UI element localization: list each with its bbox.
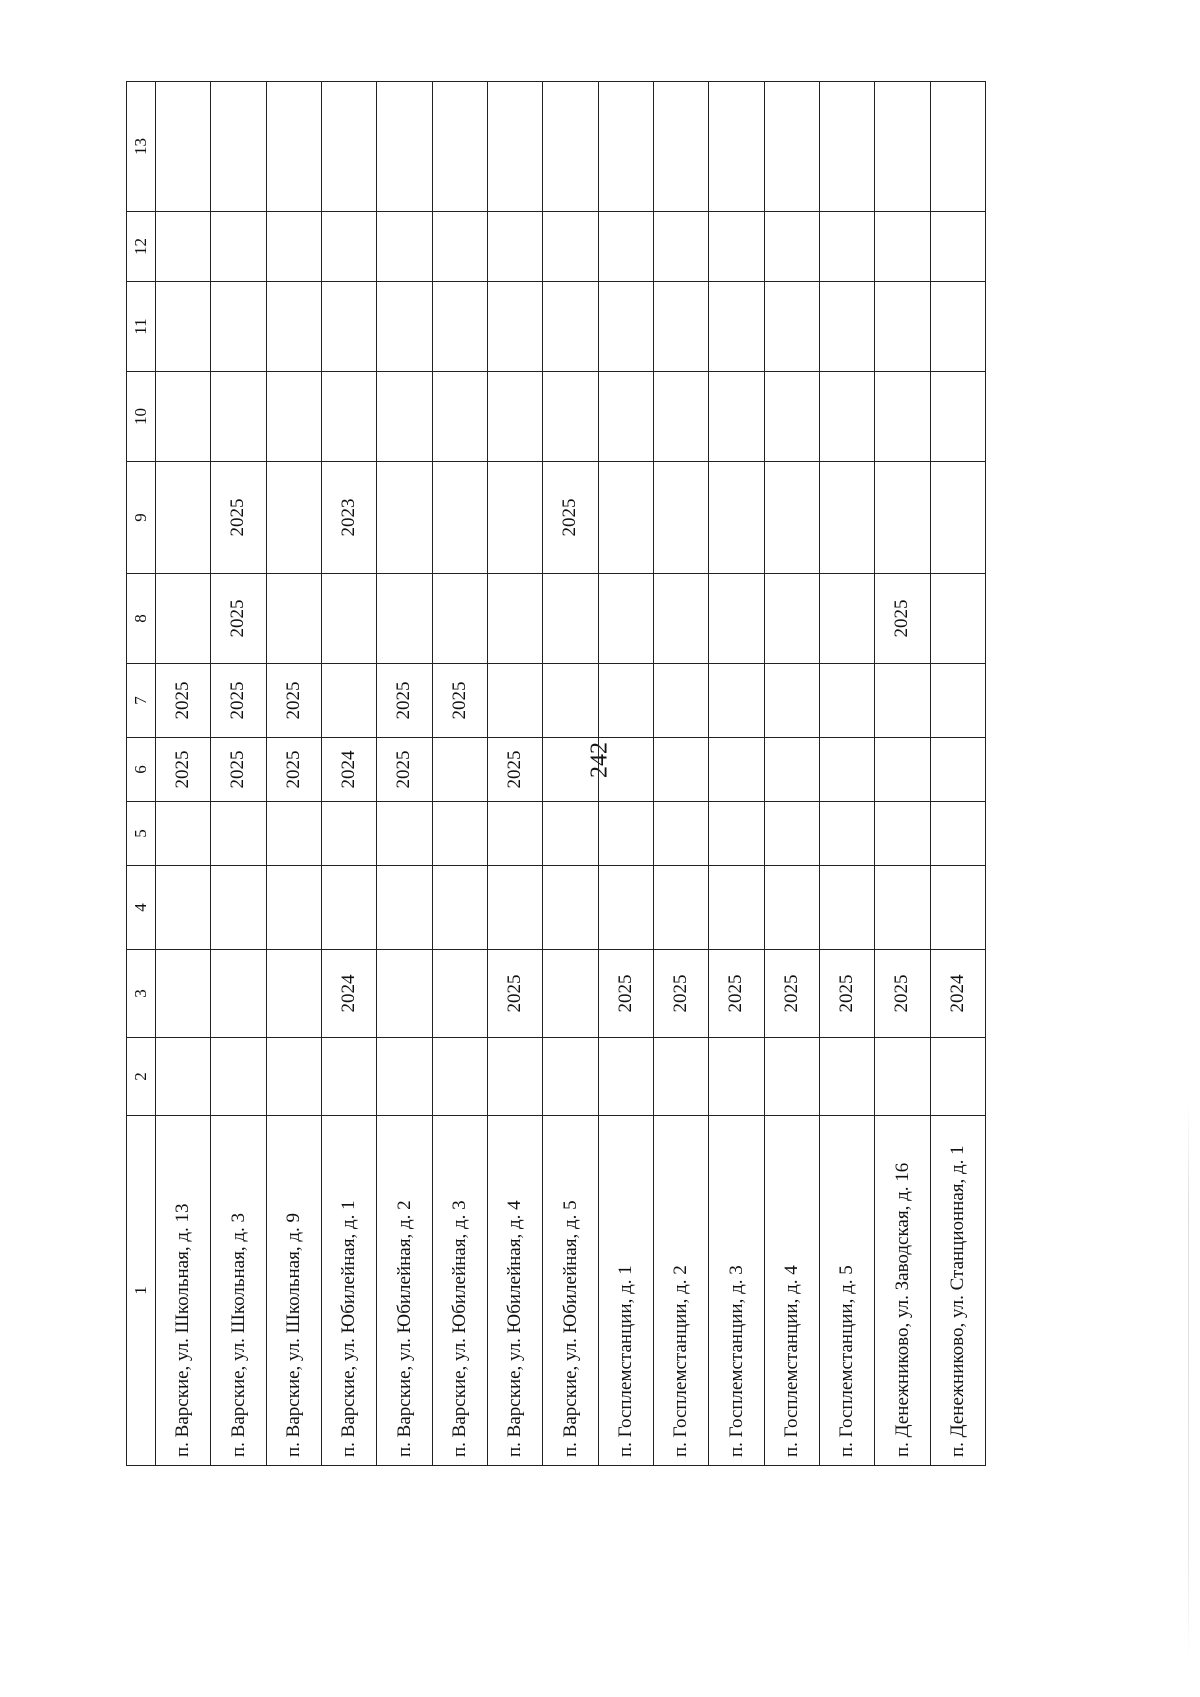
column-number-header: 1 xyxy=(127,1116,156,1466)
year-cell: 2023 xyxy=(321,462,376,574)
year-cell xyxy=(598,372,653,462)
year-cell xyxy=(875,462,930,574)
year-cell xyxy=(543,866,598,950)
year-cell xyxy=(930,664,985,738)
year-cell xyxy=(432,950,487,1038)
year-cell xyxy=(266,574,321,664)
year-cell xyxy=(875,372,930,462)
year-cell xyxy=(709,82,764,212)
year-cell xyxy=(819,82,874,212)
year-cell xyxy=(156,82,211,212)
address-cell: п. Варские, ул. Юбилейная, д. 3 xyxy=(432,1116,487,1466)
column-number-header: 5 xyxy=(127,802,156,866)
year-cell xyxy=(598,664,653,738)
year-cell xyxy=(930,574,985,664)
column-number-header: 12 xyxy=(127,212,156,282)
year-cell xyxy=(266,866,321,950)
year-cell xyxy=(156,282,211,372)
table-row xyxy=(211,82,266,1466)
year-cell xyxy=(875,866,930,950)
year-cell xyxy=(487,82,542,212)
year-cell xyxy=(875,282,930,372)
column-number-row xyxy=(127,82,156,1466)
year-cell xyxy=(930,462,985,574)
year-cell: 2025 xyxy=(266,738,321,802)
year-cell xyxy=(930,282,985,372)
year-cell xyxy=(432,282,487,372)
year-cell xyxy=(875,802,930,866)
year-cell xyxy=(764,866,819,950)
table-row xyxy=(487,82,542,1466)
year-cell xyxy=(156,950,211,1038)
year-cell xyxy=(930,372,985,462)
year-cell: 2025 xyxy=(211,462,266,574)
year-cell xyxy=(653,1038,708,1116)
year-cell: 2025 xyxy=(819,950,874,1038)
scan-edge-artifact xyxy=(1188,1100,1189,1660)
year-cell: 2025 xyxy=(211,664,266,738)
address-cell: п. Варские, ул. Юбилейная, д. 1 xyxy=(321,1116,376,1466)
year-cell: 2024 xyxy=(321,950,376,1038)
address-cell: п. Варские, ул. Школьная, д. 3 xyxy=(211,1116,266,1466)
year-cell xyxy=(543,282,598,372)
address-cell: п. Госплемстанции, д. 5 xyxy=(819,1116,874,1466)
year-cell xyxy=(598,462,653,574)
year-cell xyxy=(543,82,598,212)
address-cell: п. Варские, ул. Школьная, д. 9 xyxy=(266,1116,321,1466)
year-cell: 2025 xyxy=(211,574,266,664)
year-cell: 2025 xyxy=(266,664,321,738)
year-cell xyxy=(266,462,321,574)
year-cell xyxy=(709,802,764,866)
year-cell xyxy=(819,212,874,282)
year-cell: 2025 xyxy=(432,664,487,738)
year-cell xyxy=(321,82,376,212)
year-cell xyxy=(266,282,321,372)
year-cell: 2025 xyxy=(543,462,598,574)
address-cell: п. Госплемстанции, д. 2 xyxy=(653,1116,708,1466)
year-cell xyxy=(156,462,211,574)
year-cell xyxy=(487,462,542,574)
column-number-header: 6 xyxy=(127,738,156,802)
year-cell xyxy=(653,82,708,212)
year-cell xyxy=(211,950,266,1038)
year-cell: 2025 xyxy=(875,574,930,664)
year-cell: 2025 xyxy=(487,950,542,1038)
year-cell xyxy=(156,372,211,462)
year-cell xyxy=(432,574,487,664)
year-cell xyxy=(432,372,487,462)
year-cell xyxy=(598,574,653,664)
year-cell xyxy=(377,802,432,866)
year-cell xyxy=(653,738,708,802)
address-cell: п. Госплемстанции, д. 1 xyxy=(598,1116,653,1466)
table-row xyxy=(543,82,598,1466)
year-cell xyxy=(598,282,653,372)
year-cell xyxy=(321,212,376,282)
year-cell xyxy=(432,462,487,574)
year-cell xyxy=(875,212,930,282)
column-number-header: 11 xyxy=(127,282,156,372)
year-cell xyxy=(598,212,653,282)
year-cell xyxy=(543,372,598,462)
table-row xyxy=(377,82,432,1466)
year-cell xyxy=(709,462,764,574)
year-cell: 2025 xyxy=(487,738,542,802)
year-cell: 2025 xyxy=(377,664,432,738)
year-cell xyxy=(211,82,266,212)
year-cell xyxy=(377,866,432,950)
year-cell xyxy=(653,866,708,950)
year-cell xyxy=(653,372,708,462)
year-cell xyxy=(819,1038,874,1116)
table-row xyxy=(764,82,819,1466)
year-cell: 2025 xyxy=(764,950,819,1038)
table-row xyxy=(709,82,764,1466)
year-cell xyxy=(377,372,432,462)
year-cell xyxy=(487,802,542,866)
year-cell: 2025 xyxy=(211,738,266,802)
year-cell xyxy=(377,574,432,664)
year-cell xyxy=(487,372,542,462)
column-number-header: 4 xyxy=(127,866,156,950)
year-cell xyxy=(709,866,764,950)
year-cell xyxy=(321,282,376,372)
year-cell xyxy=(764,738,819,802)
column-number-header: 10 xyxy=(127,372,156,462)
year-cell: 2025 xyxy=(156,738,211,802)
year-cell xyxy=(598,866,653,950)
year-cell xyxy=(764,212,819,282)
year-cell xyxy=(875,1038,930,1116)
table-row xyxy=(432,82,487,1466)
year-cell xyxy=(266,1038,321,1116)
column-number-header: 7 xyxy=(127,664,156,738)
year-cell xyxy=(321,866,376,950)
year-cell xyxy=(321,574,376,664)
year-cell xyxy=(598,82,653,212)
year-cell xyxy=(487,574,542,664)
year-cell xyxy=(266,802,321,866)
year-cell xyxy=(432,82,487,212)
year-cell xyxy=(764,82,819,212)
year-cell xyxy=(930,212,985,282)
year-cell xyxy=(819,802,874,866)
table-row xyxy=(653,82,708,1466)
year-cell: 2025 xyxy=(653,950,708,1038)
table-row xyxy=(321,82,376,1466)
year-cell xyxy=(709,282,764,372)
column-number-header: 9 xyxy=(127,462,156,574)
work-schedule-table xyxy=(126,81,986,1466)
year-cell xyxy=(819,372,874,462)
year-cell xyxy=(377,462,432,574)
year-cell: 2025 xyxy=(875,950,930,1038)
year-cell xyxy=(377,950,432,1038)
year-cell xyxy=(598,1038,653,1116)
year-cell xyxy=(487,866,542,950)
year-cell xyxy=(764,372,819,462)
year-cell xyxy=(156,574,211,664)
year-cell xyxy=(709,574,764,664)
year-cell: 2025 xyxy=(156,664,211,738)
year-cell: 2025 xyxy=(709,950,764,1038)
year-cell xyxy=(598,738,653,802)
year-cell xyxy=(764,462,819,574)
table-body xyxy=(156,82,986,1466)
table-row xyxy=(930,82,985,1466)
year-cell xyxy=(543,802,598,866)
year-cell xyxy=(432,738,487,802)
address-cell: п. Госплемстанции, д. 3 xyxy=(709,1116,764,1466)
year-cell xyxy=(543,574,598,664)
year-cell xyxy=(764,1038,819,1116)
address-cell: п. Госплемстанции, д. 4 xyxy=(764,1116,819,1466)
page-number: 242 xyxy=(586,742,613,778)
year-cell: 2025 xyxy=(377,738,432,802)
year-cell xyxy=(764,802,819,866)
year-cell xyxy=(487,282,542,372)
year-cell xyxy=(211,866,266,950)
year-cell xyxy=(487,212,542,282)
year-cell xyxy=(764,282,819,372)
year-cell xyxy=(930,1038,985,1116)
year-cell xyxy=(930,82,985,212)
year-cell xyxy=(266,950,321,1038)
document-table-container xyxy=(126,82,986,1466)
year-cell xyxy=(930,866,985,950)
year-cell xyxy=(819,462,874,574)
year-cell xyxy=(875,738,930,802)
year-cell xyxy=(709,372,764,462)
year-cell xyxy=(321,802,376,866)
year-cell xyxy=(653,574,708,664)
year-cell xyxy=(709,212,764,282)
year-cell xyxy=(266,212,321,282)
year-cell xyxy=(377,82,432,212)
year-cell xyxy=(653,802,708,866)
year-cell xyxy=(819,574,874,664)
year-cell xyxy=(266,82,321,212)
year-cell xyxy=(819,282,874,372)
year-cell xyxy=(432,1038,487,1116)
year-cell xyxy=(819,738,874,802)
year-cell xyxy=(321,664,376,738)
year-cell xyxy=(156,1038,211,1116)
year-cell xyxy=(377,212,432,282)
year-cell xyxy=(432,802,487,866)
year-cell xyxy=(432,866,487,950)
year-cell xyxy=(764,574,819,664)
table-row xyxy=(156,82,211,1466)
year-cell xyxy=(819,866,874,950)
address-cell: п. Денежниково, ул. Станционная, д. 1 xyxy=(930,1116,985,1466)
address-cell: п. Варские, ул. Юбилейная, д. 5 xyxy=(543,1116,598,1466)
table-row xyxy=(266,82,321,1466)
column-number-header: 2 xyxy=(127,1038,156,1116)
year-cell xyxy=(211,1038,266,1116)
year-cell xyxy=(543,664,598,738)
year-cell xyxy=(709,738,764,802)
year-cell xyxy=(653,212,708,282)
year-cell xyxy=(875,82,930,212)
year-cell xyxy=(487,1038,542,1116)
year-cell xyxy=(266,372,321,462)
year-cell xyxy=(764,664,819,738)
table-row xyxy=(598,82,653,1466)
column-number-header: 8 xyxy=(127,574,156,664)
year-cell xyxy=(543,1038,598,1116)
year-cell xyxy=(321,372,376,462)
table-row xyxy=(875,82,930,1466)
address-cell: п. Варские, ул. Юбилейная, д. 4 xyxy=(487,1116,542,1466)
year-cell xyxy=(432,212,487,282)
address-cell: п. Варские, ул. Школьная, д. 13 xyxy=(156,1116,211,1466)
year-cell xyxy=(930,802,985,866)
year-cell xyxy=(211,372,266,462)
year-cell xyxy=(543,950,598,1038)
year-cell xyxy=(211,802,266,866)
year-cell xyxy=(709,664,764,738)
year-cell xyxy=(930,738,985,802)
year-cell xyxy=(156,802,211,866)
year-cell xyxy=(819,664,874,738)
column-number-header: 3 xyxy=(127,950,156,1038)
year-cell xyxy=(211,282,266,372)
year-cell: 2025 xyxy=(598,950,653,1038)
column-number-header: 13 xyxy=(127,82,156,212)
address-cell: п. Денежниково, ул. Заводская, д. 16 xyxy=(875,1116,930,1466)
year-cell xyxy=(377,282,432,372)
year-cell xyxy=(653,462,708,574)
year-cell xyxy=(377,1038,432,1116)
year-cell: 2024 xyxy=(321,738,376,802)
year-cell xyxy=(156,866,211,950)
year-cell xyxy=(875,664,930,738)
year-cell xyxy=(156,212,211,282)
year-cell xyxy=(543,738,598,802)
year-cell xyxy=(709,1038,764,1116)
year-cell xyxy=(211,212,266,282)
year-cell xyxy=(653,282,708,372)
address-cell: п. Варские, ул. Юбилейная, д. 2 xyxy=(377,1116,432,1466)
year-cell xyxy=(321,1038,376,1116)
table-row xyxy=(819,82,874,1466)
year-cell xyxy=(543,212,598,282)
year-cell xyxy=(487,664,542,738)
year-cell xyxy=(653,664,708,738)
year-cell: 2024 xyxy=(930,950,985,1038)
year-cell xyxy=(598,802,653,866)
